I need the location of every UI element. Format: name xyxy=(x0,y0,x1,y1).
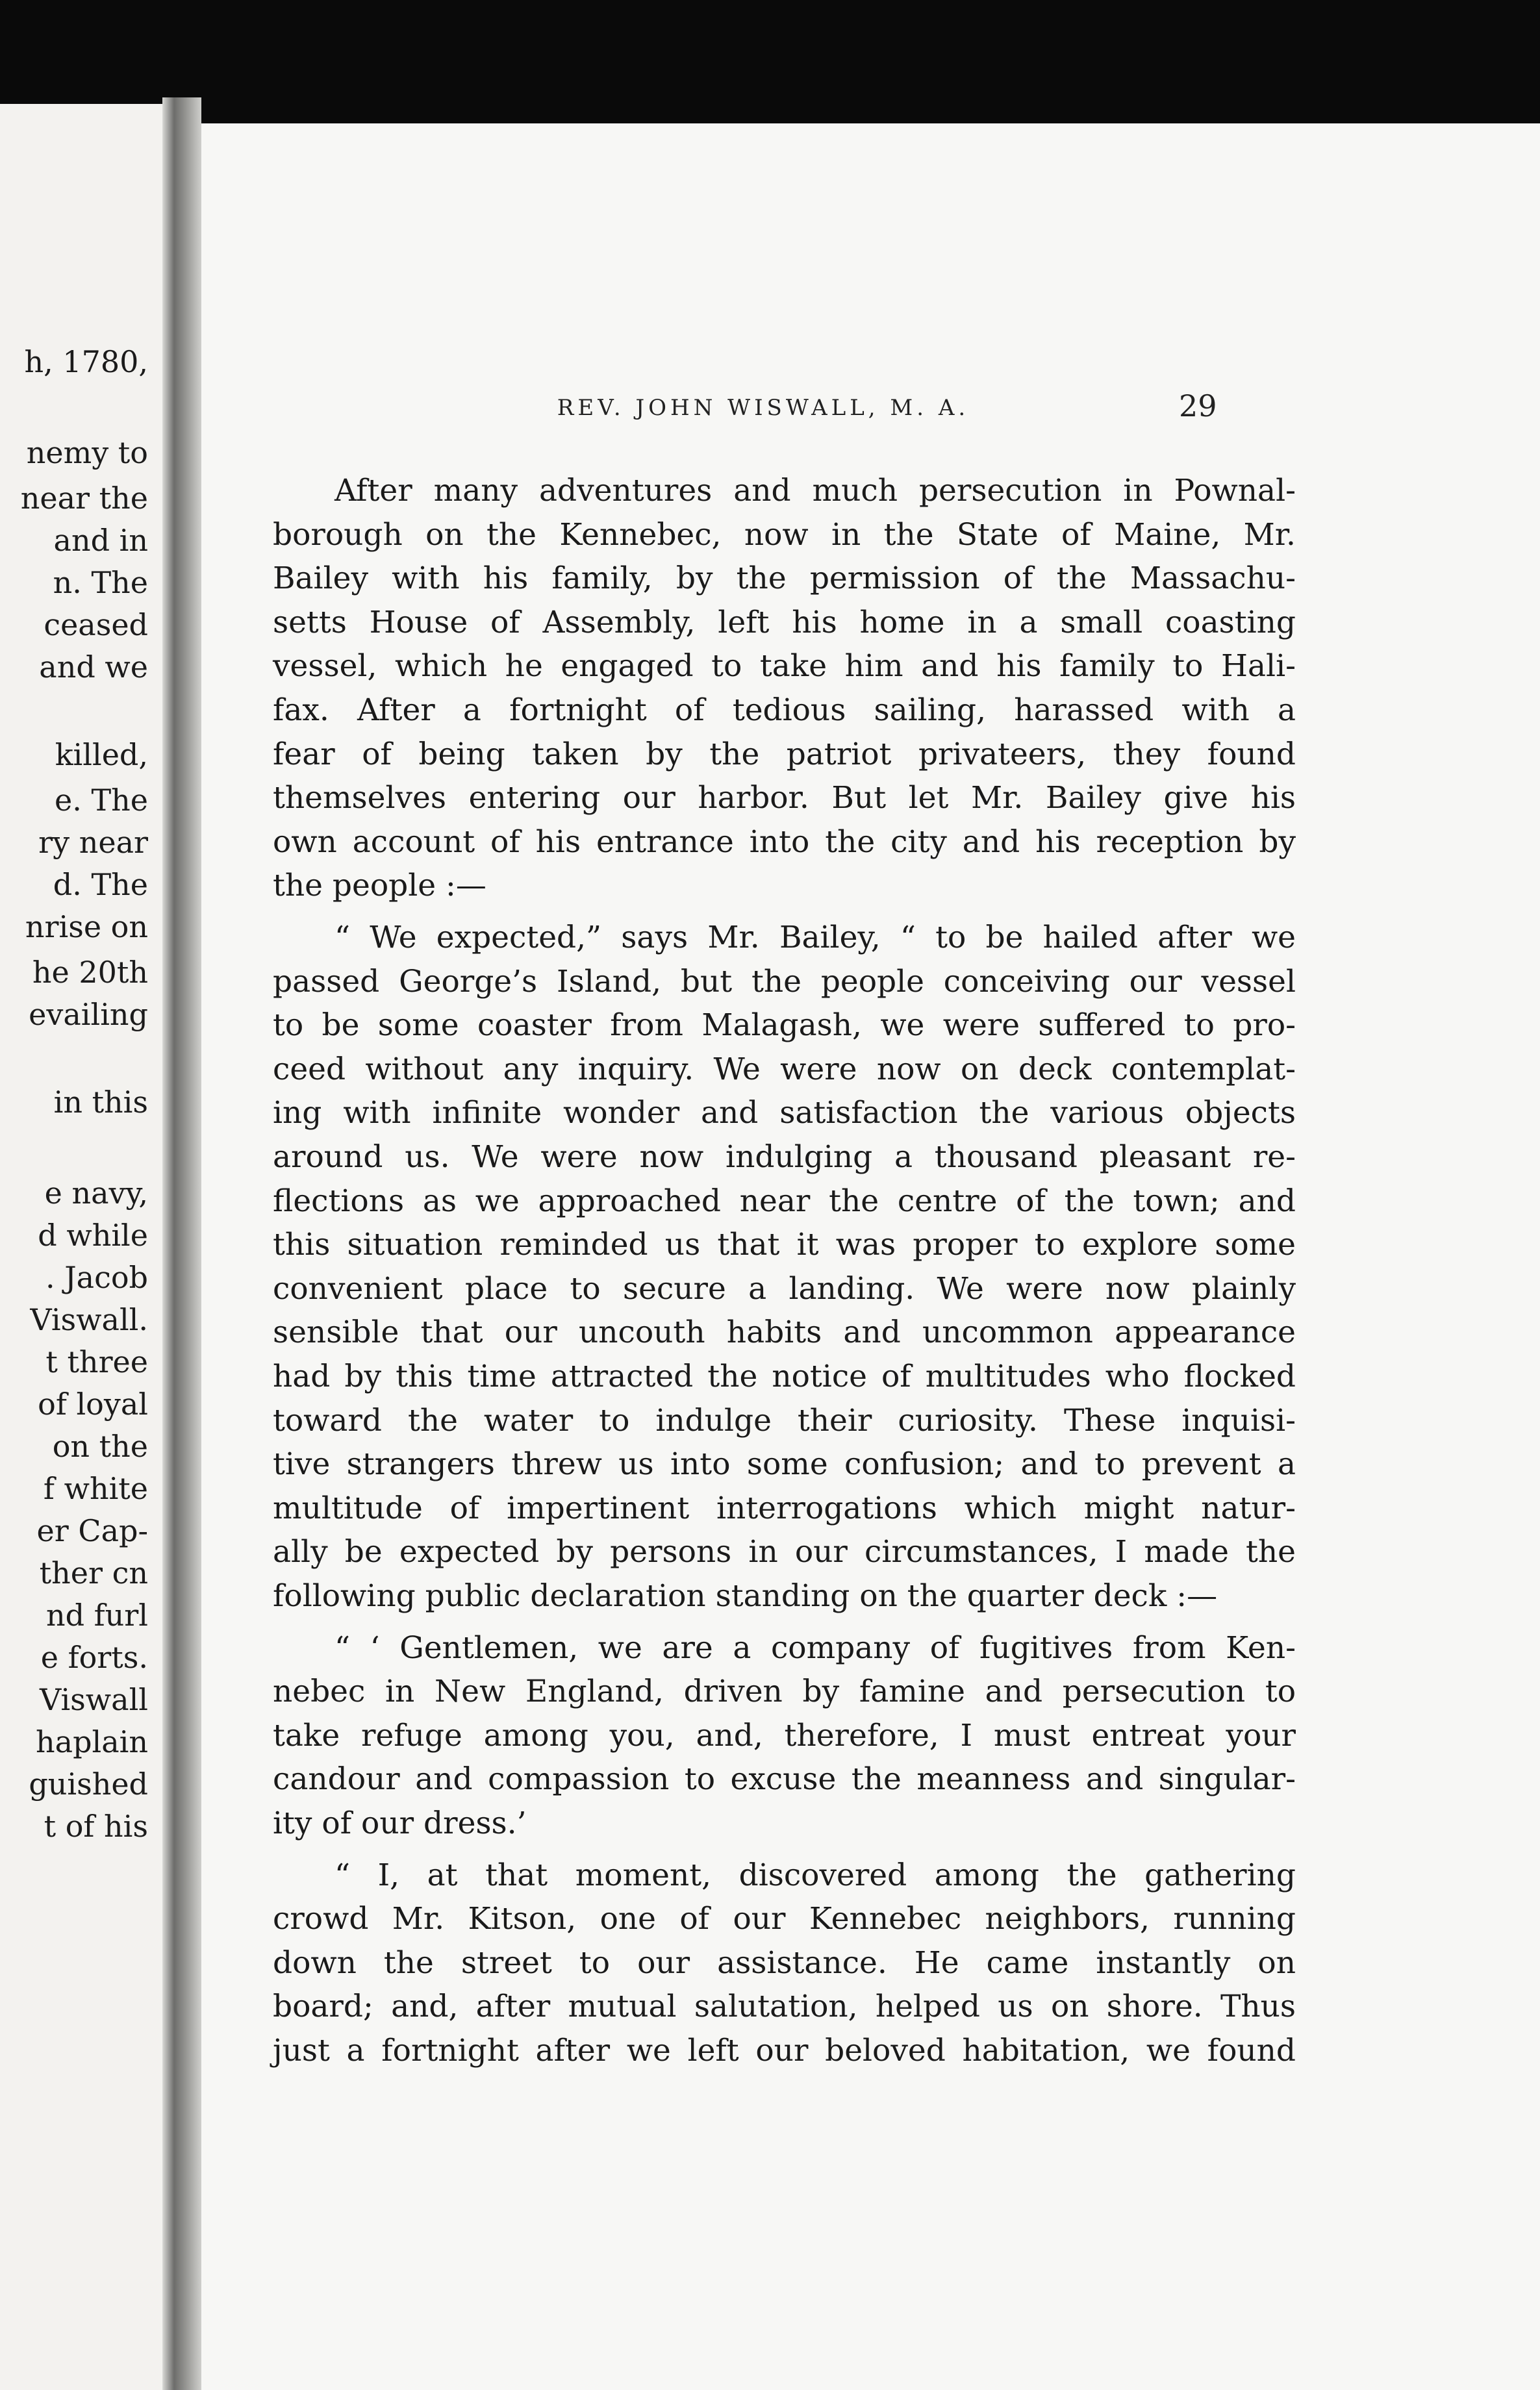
body-text-line: fear of being taken by the patriot privateers, they found xyxy=(273,736,1296,772)
right-page xyxy=(201,123,1540,2390)
body-text-line: ing with infinite wonder and satisfaction the various objects xyxy=(273,1095,1296,1131)
body-text-line: borough on the Kennebec, now in the State of Maine, Mr. xyxy=(273,516,1296,553)
body-text-line: themselves entering our harbor. But let Mr. Bailey give his xyxy=(273,780,1296,816)
body-text xyxy=(201,123,1540,2390)
body-text-line: just a fortnight after we left our beloved habitation, we found xyxy=(273,2033,1296,2069)
left-page-line: haplain xyxy=(36,1724,148,1759)
body-text-line: fax. After a fortnight of tedious sailing, harassed with a xyxy=(273,692,1296,728)
body-text-line: this situation reminded us that it was proper to explore some xyxy=(273,1227,1296,1263)
left-page-line: t of his xyxy=(44,1809,148,1844)
body-text-line: Bailey with his family, by the permission of the Massachu- xyxy=(273,560,1296,597)
left-page-line: f white xyxy=(43,1471,148,1506)
left-page-line: ther cn xyxy=(39,1555,148,1591)
body-text-line: candour and compassion to excuse the meanness and singular- xyxy=(273,1761,1296,1798)
body-text-line: nebec in New England, driven by famine and persecution to xyxy=(273,1674,1296,1710)
body-text-line: ceed without any inquiry. We were now on deck contemplat- xyxy=(273,1051,1296,1087)
left-page-line: ceased xyxy=(44,607,148,642)
body-text-line: the people :— xyxy=(273,868,486,904)
page-number: 29 xyxy=(1179,388,1217,423)
body-text-line: around us. We were now indulging a thousand pleasant re- xyxy=(273,1139,1296,1175)
left-page-line: nrise on xyxy=(25,909,148,944)
body-text-line: vessel, which he engaged to take him and his family to Hali- xyxy=(273,648,1296,685)
left-page-line: killed, xyxy=(55,737,148,772)
left-page-line: and we xyxy=(39,649,148,685)
left-page-line: guished xyxy=(29,1767,148,1802)
body-text-line: to be some coaster from Malagash, we were suffered to pro- xyxy=(273,1007,1296,1044)
body-text-line: After many adventures and much persecution in Pownal- xyxy=(335,473,1296,509)
left-page-line: . Jacob xyxy=(45,1260,148,1295)
left-page-line: in this xyxy=(53,1085,148,1120)
left-page-line: on the xyxy=(52,1429,148,1464)
body-text-line: setts House of Assembly, left his home in a small coasting xyxy=(273,604,1296,640)
body-text-line: own account of his entrance into the city and his reception by xyxy=(273,824,1296,860)
body-text-line: down the street to our assistance. He came instantly on xyxy=(273,1944,1296,1981)
body-text-line: ity of our dress.’ xyxy=(273,1805,527,1841)
left-page-line: Viswall. xyxy=(30,1302,148,1337)
body-text-line: passed George’s Island, but the people conceiving our vessel xyxy=(273,963,1296,1000)
left-page-line: nemy to xyxy=(26,435,148,470)
body-text-line: board; and, after mutual salutation, helped us on shore. Thus xyxy=(273,1989,1296,2025)
body-text-line: crowd Mr. Kitson, one of our Kennebec neighbors, running xyxy=(273,1901,1296,1937)
left-page-line: n. The xyxy=(53,565,148,600)
left-page-line: near the xyxy=(20,481,148,516)
left-page-line: and in xyxy=(53,523,148,558)
body-text-line: following public declaration standing on the quarter deck :— xyxy=(273,1578,1218,1614)
running-head: REV. JOHN WISWALL, M. A. xyxy=(557,395,970,421)
body-text-line: had by this time attracted the notice of multitudes who flocked xyxy=(273,1359,1296,1394)
left-page-line: e. The xyxy=(55,783,148,818)
left-page-line: ry near xyxy=(38,825,148,860)
body-text-line: convenient place to secure a landing. We were now plainly xyxy=(273,1270,1296,1307)
book-gutter xyxy=(162,97,201,2390)
body-text-line: tive strangers threw us into some confusion; and to prevent a xyxy=(273,1446,1296,1483)
left-page-line: d while xyxy=(38,1218,148,1253)
body-text-line: sensible that our uncouth habits and uncommon appearance xyxy=(273,1314,1296,1351)
body-text-line: “ ‘ Gentlemen, we are a company of fugitives from Ken- xyxy=(335,1629,1296,1666)
left-page-line: er Cap- xyxy=(36,1513,148,1548)
left-facing-page xyxy=(0,104,162,2390)
body-text-line: take refuge among you, and, therefore, I must entreat your xyxy=(273,1717,1296,1754)
body-text-line: multitude of impertinent interrogations which might natur- xyxy=(273,1490,1296,1526)
left-page-line: evailing xyxy=(29,997,148,1032)
left-page-line: Viswall xyxy=(40,1682,148,1717)
left-page-line: of loyal xyxy=(38,1387,148,1422)
body-text-line: “ I, at that moment, discovered among the gathering xyxy=(335,1857,1296,1893)
body-text-line: “ We expected,” says Mr. Bailey, “ to be hailed after we xyxy=(335,920,1296,955)
body-text-line: toward the water to indulge their curiosity. These inquisi- xyxy=(273,1402,1296,1439)
left-page-line: he 20th xyxy=(32,955,148,990)
left-page-line: t three xyxy=(45,1344,148,1379)
left-page-line: e forts. xyxy=(40,1640,148,1675)
left-page-line: e navy, xyxy=(44,1176,148,1211)
left-page-line: h, 1780, xyxy=(24,344,148,379)
body-text-line: flections as we approached near the centre of the town; and xyxy=(273,1183,1296,1219)
left-page-line: d. The xyxy=(53,867,148,902)
body-text-line: ally be expected by persons in our circumstances, I made the xyxy=(273,1534,1296,1570)
left-page-line: nd furl xyxy=(45,1598,148,1633)
